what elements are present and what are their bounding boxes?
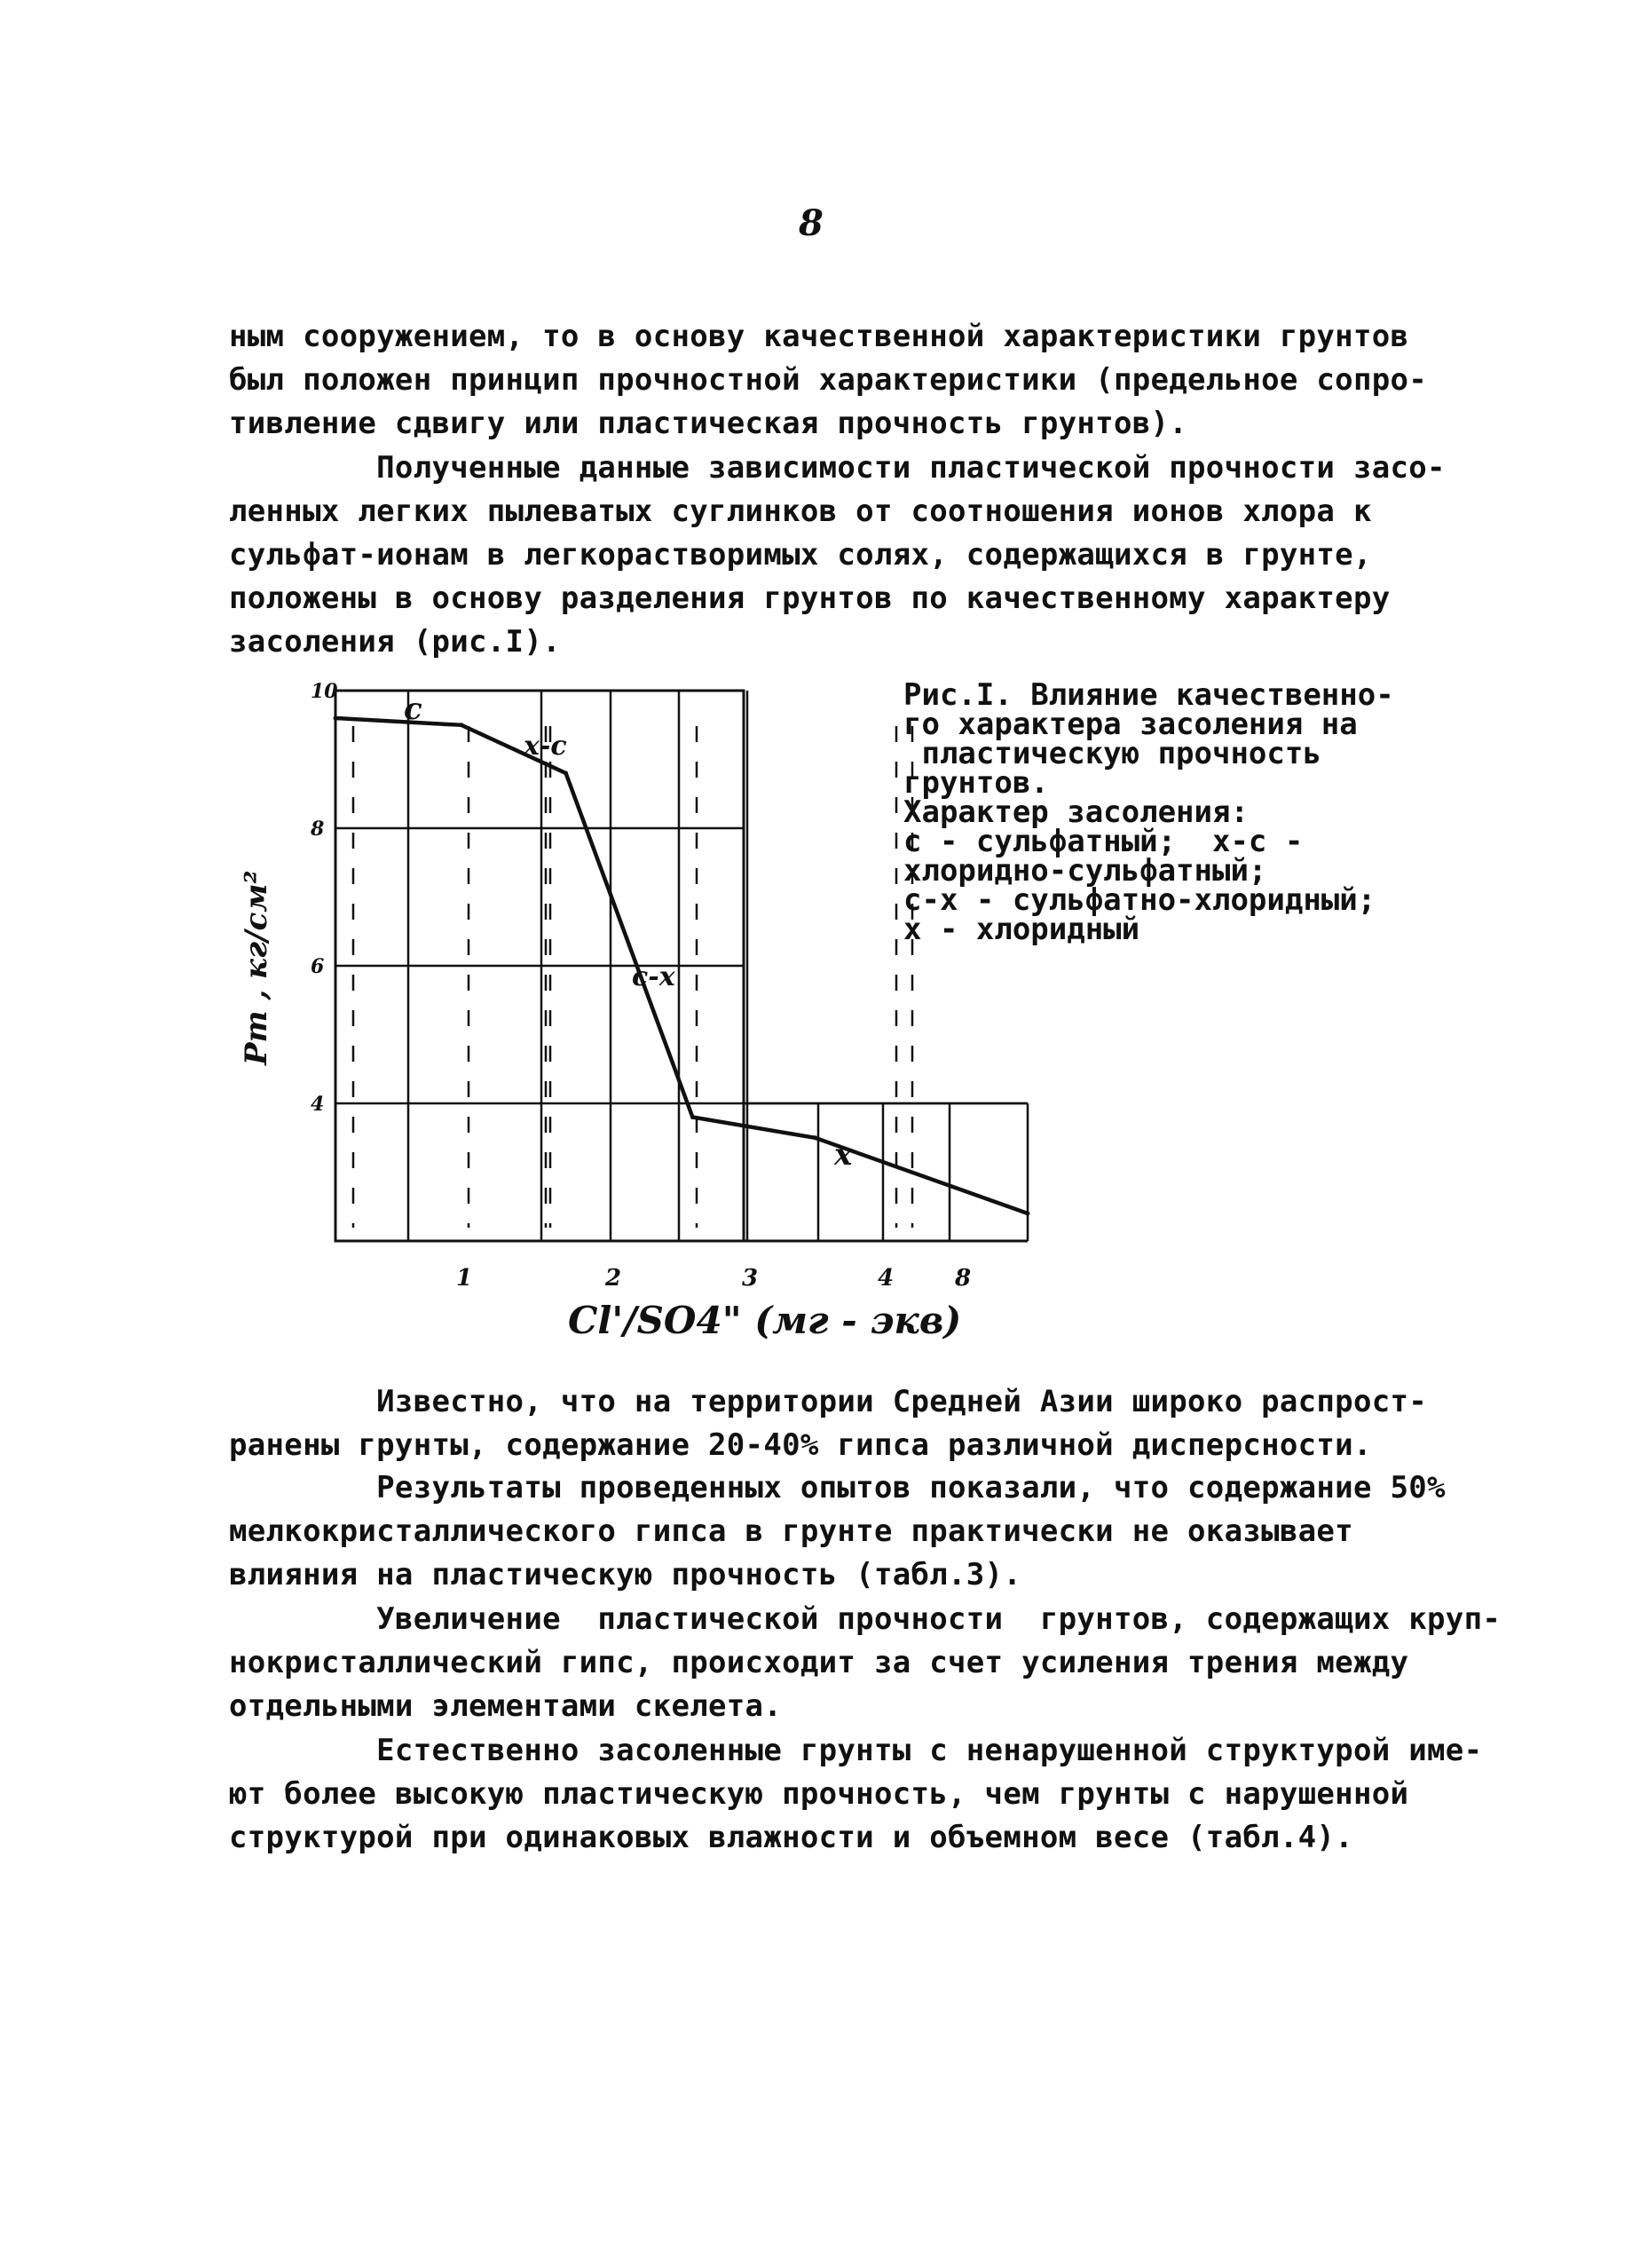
zone-label: с-х xyxy=(632,961,675,992)
x-tick-label: 3 xyxy=(742,1265,759,1292)
y-tick-label: 10 xyxy=(311,680,338,703)
x-tick-label: 1 xyxy=(456,1265,473,1292)
data-point xyxy=(334,716,338,721)
x-tick-label: 4 xyxy=(878,1265,895,1292)
y-axis-label: Pm , кг/см² xyxy=(239,870,274,1065)
zone-label: с xyxy=(404,691,422,727)
zone-label: х xyxy=(834,1137,853,1173)
page-number: 8 xyxy=(799,202,824,244)
y-tick-label: 4 xyxy=(311,1093,325,1116)
paragraph-4: Результаты проведенных опытов показали, что содержание 50% мелкокристаллического гипса в грунте практически не оказывает влияния на пластическую прочность (табл.3). xyxy=(229,1470,1446,1592)
data-point xyxy=(813,1135,817,1140)
y-tick-label: 6 xyxy=(311,955,325,978)
paragraph-1: ным сооружением, то в основу качественной характеристики грунтов был положен принцип прочностной характеристики (предельное сопро- тивление сдвигу или пластическая прочность грунтов). xyxy=(229,319,1428,441)
x-axis-label: Cl'/SO4" (мг - экв) xyxy=(568,1299,962,1342)
paragraph-5: Увеличение пластической прочности грунтов, содержащих круп- нокристаллический гипс, происходит за счет усиления трения между отдельными элементами скелета. xyxy=(229,1601,1502,1724)
x-tick-label: 8 xyxy=(955,1265,972,1292)
figure-caption: Рис.I. Влияние качественно- го характера засоления на пластическую прочность грунтов. Характер засоления: с - сульфатный; х-с - хлоридно-сульфатный; с-х - сульфатно-хлоридный; х - хлоридный xyxy=(903,677,1394,947)
paragraph-6: Естественно засоленные грунты с ненарушенной структурой име- ют более высокую пластическую прочность, чем грунты с нарушенной структурой при одинаковых влажности и объемном весе (табл.4). xyxy=(229,1733,1483,1855)
paragraph-3: Известно, что на территории Средней Азии широко распрост- ранены грунты, содержание 20-40% гипса различной дисперсности. xyxy=(229,1384,1428,1463)
data-point xyxy=(564,771,568,776)
data-point xyxy=(690,1115,695,1119)
data-point xyxy=(460,723,464,727)
x-tick-label: 2 xyxy=(605,1265,622,1292)
data-point xyxy=(1026,1212,1030,1216)
y-tick-label: 8 xyxy=(311,818,325,841)
zone-label: х-с xyxy=(524,731,567,762)
paragraph-2: Полученные данные зависимости пластической прочности засо- ленных легких пылеватых суглинков от соотношения ионов хлора к сульфат-ионам в легкорастворимых солях, содержащихся в грунте, положены в основу разделения грунтов по качественному характеру засоления (рис.I). xyxy=(229,450,1446,660)
